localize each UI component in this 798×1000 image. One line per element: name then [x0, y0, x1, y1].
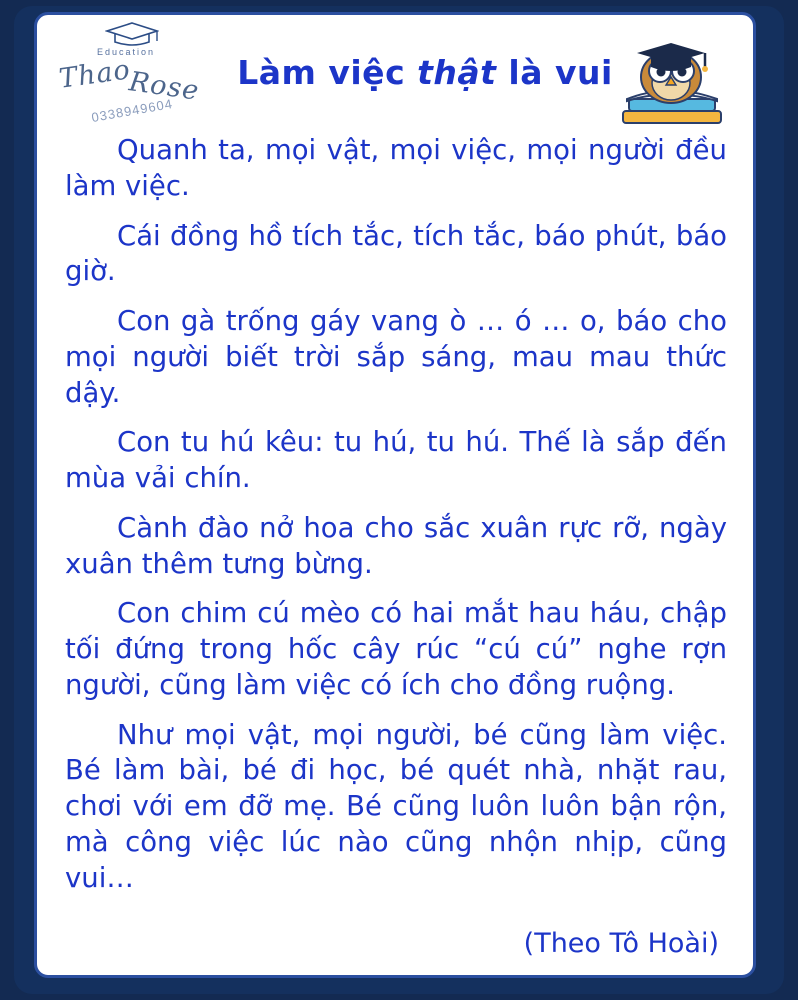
- paragraph: Cái đồng hồ tích tắc, tích tắc, báo phút, báo giờ.: [65, 219, 727, 288]
- paragraph: Như mọi vật, mọi người, bé cũng làm việc. Bé làm bài, bé đi học, bé quét nhà, nhặt rau, chơi với em đỡ mẹ. Bé cũng luôn luôn bận rộn, mà công việc lúc nào cũng nhộn nhịp, cũng vui…: [65, 718, 727, 894]
- owl-reading-book-icon: [607, 25, 737, 133]
- worksheet-page: [34, 12, 756, 978]
- paragraph: Con tu hú kêu: tu hú, tu hú. Thế là sắp đến mùa vải chín.: [65, 426, 727, 494]
- title-part-1: Làm việc: [237, 53, 418, 92]
- attribution: (Theo Tô Hoài): [523, 928, 719, 960]
- paragraph: Con gà trống gáy vang ò … ó … o, báo cho mọi người biết trời sắp sáng, mau mau thức dậy.: [65, 305, 727, 409]
- page-title: [215, 53, 635, 92]
- graduation-cap-icon: [105, 21, 159, 47]
- lesson-body: [37, 133, 753, 961]
- logo-brand-line2: Rose: [127, 66, 202, 107]
- paragraph: Quanh ta, mọi vật, mọi việc, mọi người đều làm việc.: [65, 134, 727, 202]
- logo-brand-line1: Thao: [57, 54, 133, 95]
- title-part-3: là vui: [496, 53, 613, 92]
- paragraph: Cành đào nở hoa cho sắc xuân rực rỡ, ngày xuân thêm tưng bừng.: [65, 511, 727, 580]
- logo-phone-number: 0338949604: [90, 95, 174, 126]
- paragraph: Con chim cú mèo có hai mắt hau háu, chập tối đứng trong hốc cây rúc “cú cú” nghe rợn người, cũng làm việc có ích cho đồng ruộng.: [65, 597, 727, 701]
- brand-logo: [53, 19, 203, 131]
- title-part-2: thật: [417, 53, 497, 92]
- logo-subtitle: Education: [97, 47, 156, 57]
- page-header: [37, 15, 753, 133]
